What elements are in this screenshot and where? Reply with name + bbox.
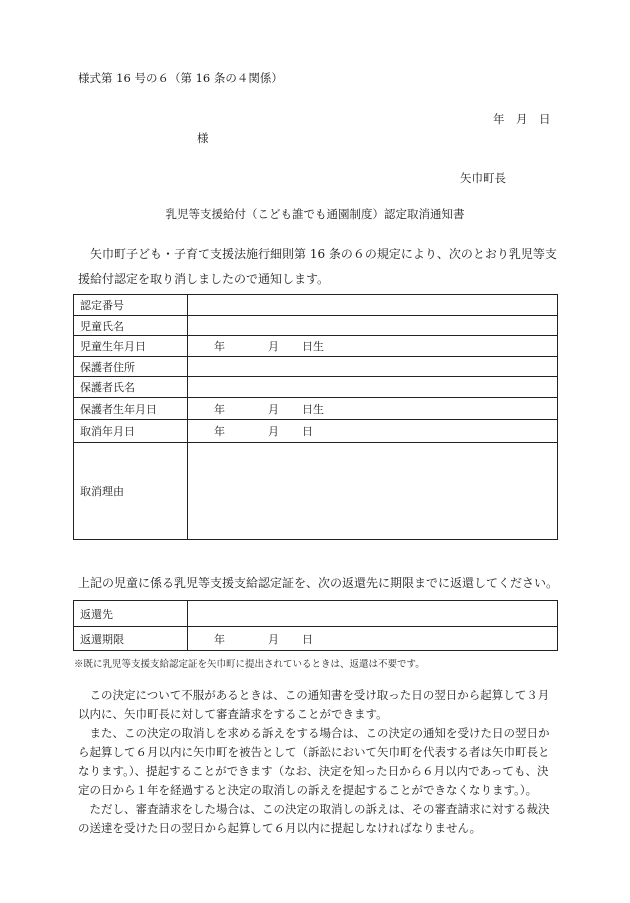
certificate-table — [73, 294, 558, 540]
table-row — [74, 601, 558, 627]
field-value — [188, 377, 558, 398]
field-value — [188, 357, 558, 377]
year-label: 年 — [214, 340, 225, 353]
appeal-paragraph: この決定について不服があるときは、この通知書を受け取った日の翌日から起算して３月以内に、矢巾町長に対して審査請求をすることができます。 — [78, 688, 550, 721]
field-label: 返還期限 — [74, 627, 188, 651]
issue-date: 年 月 日 — [493, 112, 551, 126]
appeal-paragraph: ただし、審査請求をした場合は、この決定の取消しの訴えは、その審査請求に対する裁決の送達を受けた日の翌日から起算して６月以内に提起しなければなりません。 — [78, 802, 550, 835]
field-label: 保護者氏名 — [74, 377, 188, 398]
field-label: 認定番号 — [74, 295, 188, 316]
table-row — [74, 377, 558, 398]
addressee-suffix: 様 — [197, 131, 209, 145]
table-row — [74, 295, 558, 316]
month-label: 月 — [268, 632, 279, 646]
field-label: 児童生年月日 — [74, 336, 188, 357]
field-label: 取消年月日 — [74, 420, 188, 443]
field-value — [188, 443, 558, 540]
birth-day-label: 日生 — [302, 402, 324, 416]
table-row — [74, 357, 558, 377]
return-instruction: 上記の児童に係る乳児等支援支給認定証を、次の返還先に期限までに返還してください。 — [78, 576, 559, 590]
birth-day-label: 日生 — [302, 340, 324, 353]
year-label: 年 — [214, 632, 225, 646]
guardian-dob-value — [188, 398, 558, 420]
field-value — [188, 295, 558, 316]
document-title: 乳児等支援給付（こども誰でも通園制度）認定取消通知書 — [165, 207, 465, 221]
day-label: 日 — [302, 632, 313, 646]
table-row — [74, 398, 558, 420]
form-number: 様式第 16 号の６（第 16 条の４関係） — [78, 71, 283, 85]
field-label: 返還先 — [74, 601, 188, 627]
deadline-value — [188, 627, 558, 651]
year-label: 年 — [214, 402, 225, 416]
day-label: 日 — [302, 425, 313, 438]
return-table — [73, 600, 558, 651]
table-row — [74, 420, 558, 443]
month-label: 月 — [268, 402, 279, 416]
field-label: 児童氏名 — [74, 316, 188, 336]
table-row — [74, 336, 558, 357]
month-label: 月 — [268, 340, 279, 353]
appeal-notice — [78, 686, 558, 838]
table-row — [74, 627, 558, 651]
appeal-paragraph: また、この決定の取消しを求める訴えをする場合は、この決定の通知を受けた日の翌日から起算して６月以内に矢巾町を被告として（訴訟において矢巾町を代表する者は矢巾町長となります。）、提起することができます（なお、決定を知った日から６月以内であっても、決定の日から１年を経過すると決定の取消しの訴えを提起することができなくなります。）。 — [78, 726, 550, 797]
field-label: 保護者生年月日 — [74, 398, 188, 420]
field-value — [188, 601, 558, 627]
month-label: 月 — [268, 425, 279, 438]
intro-paragraph: 矢巾町子ども・子育て支援法施行細則第 16 条の６の規定により、次のとおり乳児等支援給付認定を取り消しましたので通知します。 — [78, 247, 557, 286]
table-row — [74, 443, 558, 540]
child-dob-value — [188, 336, 558, 357]
year-label: 年 — [214, 425, 225, 438]
field-label: 保護者住所 — [74, 357, 188, 377]
field-label: 取消理由 — [74, 443, 188, 540]
field-value — [188, 316, 558, 336]
return-note: ※既に乳児等支援支給認定証を矢巾町に提出されているときは、返還は不要です。 — [74, 659, 425, 670]
table-row — [74, 316, 558, 336]
issuer-name: 矢巾町長 — [460, 171, 506, 185]
cancel-date-value — [188, 420, 558, 443]
